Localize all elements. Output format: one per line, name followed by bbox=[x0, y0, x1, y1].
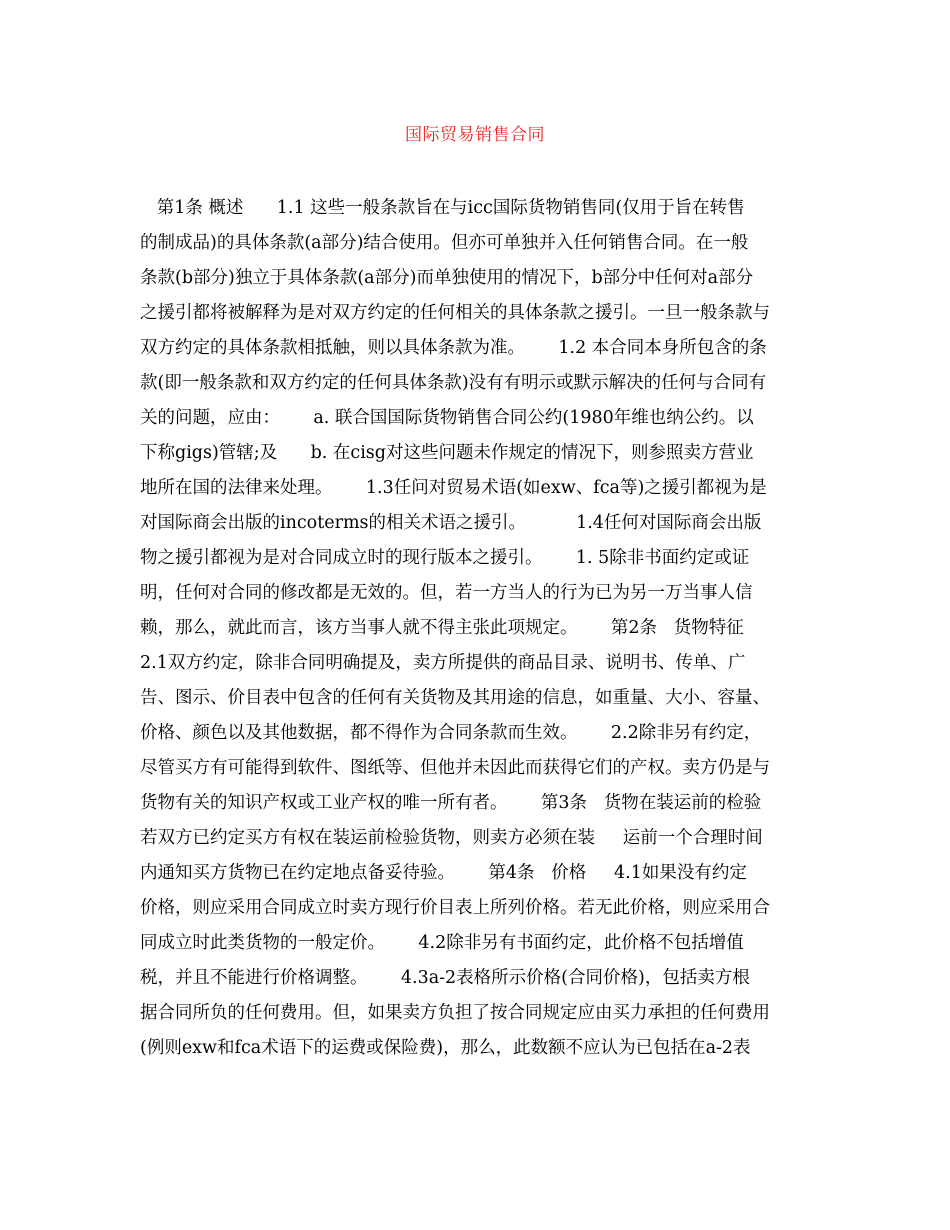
body-line: 下称gigs)管辖;及 b. 在cisg对这些问题未作规定的情况下，则参照卖方营业 bbox=[140, 443, 754, 463]
body-line: 之援引都将被解释为是对双方约定的任何相关的具体条款之援引。一旦一般条款与 bbox=[140, 303, 770, 323]
body-line: 关的问题，应由： a. 联合国国际货物销售合同公约(1980年维也纳公约。以 bbox=[140, 408, 754, 428]
body-line: 税，并且不能进行价格调整。 4.3a-2表格所示价格(合同价格)，包括卖方根 bbox=[140, 968, 750, 988]
body-line: 据合同所负的任何费用。但，如果卖方负担了按合同规定应由买力承担的任何费用 bbox=[140, 1003, 770, 1023]
body-line: 同成立时此类货物的一般定价。 4.2除非另有书面约定，此价格不包括增值 bbox=[140, 933, 744, 953]
document-title: 国际贸易销售合同 bbox=[405, 125, 545, 145]
body-line: 明，任何对合同的修改都是无效的。但，若一方当人的行为已为另一万当事人信 bbox=[140, 583, 753, 603]
body-line: 赖，那么，就此而言，该方当事人就不得主张此项规定。 第2条 货物特征 bbox=[140, 618, 744, 638]
body-line: 条款(b部分)独立于具体条款(a部分)而单独使用的情况下，b部分中任何对a部分 bbox=[140, 268, 754, 288]
body-line: 若双方已约定买方有权在装运前检验货物，则卖方必须在装 运前一个合理时间 bbox=[140, 828, 763, 848]
body-line: 地所在国的法律来处理。 1.3任问对贸易术语(如exw、fca等)之援引都视为是 bbox=[140, 478, 767, 498]
body-line: 款(即一般条款和双方约定的任何具体条款)没有有明示或默示解决的任何与合同有 bbox=[140, 373, 767, 393]
body-line: 内通知买方货物已在约定地点备妥待验。 第4条 价格 4.1如果没有约定 bbox=[140, 863, 747, 883]
body-line: 价格、颜色以及其他数据，都不得作为合同条款而生效。 2.2除非另有约定， bbox=[140, 723, 762, 743]
body-line: 双方约定的具体条款相抵触，则以具体条款为准。 1.2 本合同本身所包含的条 bbox=[140, 338, 767, 358]
body-line: 告、图示、价目表中包含的任何有关货物及其用途的信息，如重量、大小、容量、 bbox=[140, 688, 770, 708]
body-line: 第1条 概述 1.1 这些一般条款旨在与icc国际货物销售同(仅用于旨在转售 bbox=[140, 198, 745, 218]
body-line: 对国际商会出版的incoterms的相关术语之援引。 1.4任何对国际商会出版 bbox=[140, 513, 762, 533]
body-line: 货物有关的知识产权或工业产权的唯一所有者。 第3条 货物在装运前的检验 bbox=[140, 793, 762, 813]
body-line: 价格，则应采用合同成立时卖方现行价目表上所列价格。若无此价格，则应采用合 bbox=[140, 898, 770, 918]
body-line: 物之援引都视为是对合同成立时的现行版本之援引。 1. 5除非书面约定或证 bbox=[140, 548, 750, 568]
body-line: 的制成品)的具体条款(a部分)结合使用。但亦可单独并入任何销售合同。在一般 bbox=[140, 233, 749, 253]
body-line: 尽管买方有可能得到软件、图纸等、但他并未因此而获得它们的产权。卖方仍是与 bbox=[140, 758, 770, 778]
body-line: (例则exw和fca术语下的运费或保险费)，那么，此数额不应认为已包括在a-2表 bbox=[140, 1038, 751, 1058]
body-line: 2.1双方约定，除非合同明确提及，卖方所提供的商品目录、说明书、传单、广 bbox=[140, 653, 746, 673]
